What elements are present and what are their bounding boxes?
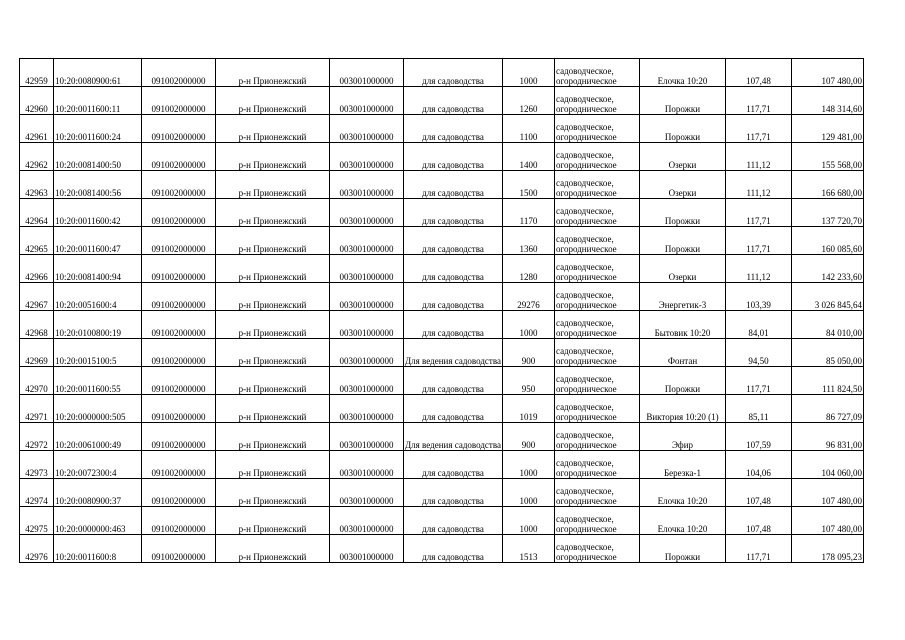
okato-code: 091002000000 <box>142 451 216 479</box>
area: 1019 <box>503 395 555 423</box>
district: р-н Прионежский <box>216 507 330 535</box>
area: 1000 <box>503 311 555 339</box>
land-category-code: 003001000000 <box>330 255 404 283</box>
cadastral-value: 107 480,00 <box>792 507 864 535</box>
association-name: Порожки <box>640 199 726 227</box>
land-category-code: 003001000000 <box>330 507 404 535</box>
cadastral-value: 142 233,60 <box>792 255 864 283</box>
land-use-group <box>555 339 640 367</box>
row-number: 42964 <box>20 199 54 227</box>
specific-value: 94,50 <box>726 339 792 367</box>
table-row <box>20 535 864 563</box>
row-number: 42968 <box>20 311 54 339</box>
okato-code: 091002000000 <box>142 143 216 171</box>
district: р-н Прионежский <box>216 87 330 115</box>
land-use-group-line-1: садоводческое, <box>556 514 614 524</box>
table-row <box>20 423 864 451</box>
land-use-group-line-2: огородническое <box>556 188 617 198</box>
row-number: 42962 <box>20 143 54 171</box>
permitted-use: для садоводства <box>404 451 503 479</box>
row-number: 42959 <box>20 59 54 87</box>
land-use-group-line-1: садоводческое, <box>556 94 614 104</box>
permitted-use: для садоводства <box>404 115 503 143</box>
table-row <box>20 507 864 535</box>
row-number: 42972 <box>20 423 54 451</box>
row-number: 42965 <box>20 227 54 255</box>
district: р-н Прионежский <box>216 171 330 199</box>
table-body <box>20 59 864 563</box>
association-name: Елочка 10:20 <box>640 507 726 535</box>
district: р-н Прионежский <box>216 311 330 339</box>
land-category-code: 003001000000 <box>330 367 404 395</box>
specific-value: 84,01 <box>726 311 792 339</box>
land-use-group <box>555 255 640 283</box>
table-row <box>20 311 864 339</box>
association-name: Эфир <box>640 423 726 451</box>
land-use-group <box>555 451 640 479</box>
cadastral-number: 10:20:0011600:47 <box>54 227 142 255</box>
permitted-use: для садоводства <box>404 535 503 563</box>
land-category-code: 003001000000 <box>330 199 404 227</box>
land-use-group-line-1: садоводческое, <box>556 458 614 468</box>
land-use-group <box>555 423 640 451</box>
okato-code: 091002000000 <box>142 283 216 311</box>
cadastral-number: 10:20:0061000:49 <box>54 423 142 451</box>
specific-value: 117,71 <box>726 115 792 143</box>
specific-value: 85,11 <box>726 395 792 423</box>
specific-value: 117,71 <box>726 87 792 115</box>
row-number: 42973 <box>20 451 54 479</box>
okato-code: 091002000000 <box>142 507 216 535</box>
permitted-use: для садоводства <box>404 199 503 227</box>
table-row <box>20 255 864 283</box>
area: 1400 <box>503 143 555 171</box>
row-number: 42961 <box>20 115 54 143</box>
area: 1260 <box>503 87 555 115</box>
land-use-group-line-2: огородническое <box>556 160 617 170</box>
table-row <box>20 451 864 479</box>
permitted-use: для садоводства <box>404 283 503 311</box>
area: 1280 <box>503 255 555 283</box>
land-use-group <box>555 227 640 255</box>
row-number: 42966 <box>20 255 54 283</box>
land-category-code: 003001000000 <box>330 283 404 311</box>
okato-code: 091002000000 <box>142 227 216 255</box>
association-name: Озерки <box>640 143 726 171</box>
association-name: Фонтан <box>640 339 726 367</box>
land-use-group-line-2: огородническое <box>556 524 617 534</box>
land-use-group-line-1: садоводческое, <box>556 290 614 300</box>
permitted-use: для садоводства <box>404 311 503 339</box>
permitted-use: для садоводства <box>404 59 503 87</box>
cadastral-number: 10:20:0072300:4 <box>54 451 142 479</box>
cadastral-value: 129 481,00 <box>792 115 864 143</box>
specific-value: 107,48 <box>726 507 792 535</box>
table-row <box>20 339 864 367</box>
association-name: Елочка 10:20 <box>640 59 726 87</box>
cadastral-value: 160 085,60 <box>792 227 864 255</box>
land-category-code: 003001000000 <box>330 339 404 367</box>
land-use-group-line-1: садоводческое, <box>556 122 614 132</box>
district: р-н Прионежский <box>216 227 330 255</box>
specific-value: 117,71 <box>726 367 792 395</box>
district: р-н Прионежский <box>216 367 330 395</box>
land-use-group <box>555 115 640 143</box>
association-name: Озерки <box>640 171 726 199</box>
cadastral-value: 96 831,00 <box>792 423 864 451</box>
association-name: Елочка 10:20 <box>640 479 726 507</box>
association-name: Озерки <box>640 255 726 283</box>
table-row <box>20 367 864 395</box>
land-use-group-line-1: садоводческое, <box>556 66 614 76</box>
area: 950 <box>503 367 555 395</box>
specific-value: 111,12 <box>726 255 792 283</box>
specific-value: 107,48 <box>726 479 792 507</box>
association-name: Энергетик-3 <box>640 283 726 311</box>
area: 1360 <box>503 227 555 255</box>
land-use-group <box>555 283 640 311</box>
permitted-use: для садоводства <box>404 171 503 199</box>
district: р-н Прионежский <box>216 339 330 367</box>
land-category-code: 003001000000 <box>330 395 404 423</box>
okato-code: 091002000000 <box>142 395 216 423</box>
permitted-use: Для ведения садоводства <box>404 423 503 451</box>
district: р-н Прионежский <box>216 199 330 227</box>
land-use-group-line-2: огородническое <box>556 216 617 226</box>
land-use-group <box>555 395 640 423</box>
cadastral-number: 10:20:0011600:24 <box>54 115 142 143</box>
cadastral-value: 155 568,00 <box>792 143 864 171</box>
district: р-н Прионежский <box>216 395 330 423</box>
district: р-н Прионежский <box>216 59 330 87</box>
permitted-use: для садоводства <box>404 227 503 255</box>
specific-value: 117,71 <box>726 535 792 563</box>
cadastral-number: 10:20:0000000:505 <box>54 395 142 423</box>
association-name: Березка-1 <box>640 451 726 479</box>
row-number: 42976 <box>20 535 54 563</box>
cadastral-value: 84 010,00 <box>792 311 864 339</box>
district: р-н Прионежский <box>216 115 330 143</box>
okato-code: 091002000000 <box>142 535 216 563</box>
land-category-code: 003001000000 <box>330 87 404 115</box>
okato-code: 091002000000 <box>142 367 216 395</box>
row-number: 42975 <box>20 507 54 535</box>
land-use-group-line-2: огородническое <box>556 412 617 422</box>
district: р-н Прионежский <box>216 535 330 563</box>
land-category-code: 003001000000 <box>330 451 404 479</box>
land-use-group <box>555 171 640 199</box>
table-row <box>20 59 864 87</box>
table-row <box>20 227 864 255</box>
row-number: 42969 <box>20 339 54 367</box>
okato-code: 091002000000 <box>142 59 216 87</box>
cadastral-value: 107 480,00 <box>792 479 864 507</box>
cadastral-value: 86 727,09 <box>792 395 864 423</box>
permitted-use: для садоводства <box>404 87 503 115</box>
land-use-group-line-1: садоводческое, <box>556 486 614 496</box>
specific-value: 117,71 <box>726 227 792 255</box>
cadastral-number: 10:20:0011600:11 <box>54 87 142 115</box>
permitted-use: для садоводства <box>404 507 503 535</box>
association-name: Порожки <box>640 535 726 563</box>
okato-code: 091002000000 <box>142 423 216 451</box>
cadastral-value: 137 720,70 <box>792 199 864 227</box>
okato-code: 091002000000 <box>142 199 216 227</box>
association-name: Порожки <box>640 227 726 255</box>
cadastral-number: 10:20:0000000:463 <box>54 507 142 535</box>
area: 1000 <box>503 59 555 87</box>
association-name: Порожки <box>640 115 726 143</box>
row-number: 42971 <box>20 395 54 423</box>
cadastral-number: 10:20:0011600:42 <box>54 199 142 227</box>
row-number: 42970 <box>20 367 54 395</box>
land-use-group-line-1: садоводческое, <box>556 318 614 328</box>
area: 1500 <box>503 171 555 199</box>
district: р-н Прионежский <box>216 255 330 283</box>
table-row <box>20 283 864 311</box>
land-use-group-line-1: садоводческое, <box>556 374 614 384</box>
cadastral-number: 10:20:0015100:5 <box>54 339 142 367</box>
area: 1000 <box>503 451 555 479</box>
land-use-group-line-2: огородническое <box>556 440 617 450</box>
area: 1000 <box>503 479 555 507</box>
row-number: 42974 <box>20 479 54 507</box>
permitted-use: Для ведения садоводства <box>404 339 503 367</box>
cadastral-value: 111 824,50 <box>792 367 864 395</box>
specific-value: 107,59 <box>726 423 792 451</box>
district: р-н Прионежский <box>216 451 330 479</box>
okato-code: 091002000000 <box>142 255 216 283</box>
land-use-group-line-2: огородническое <box>556 328 617 338</box>
land-use-group-line-1: садоводческое, <box>556 178 614 188</box>
land-use-group-line-2: огородническое <box>556 552 617 562</box>
cadastral-value: 107 480,00 <box>792 59 864 87</box>
okato-code: 091002000000 <box>142 87 216 115</box>
okato-code: 091002000000 <box>142 115 216 143</box>
district: р-н Прионежский <box>216 283 330 311</box>
cadastral-number: 10:20:0051600:4 <box>54 283 142 311</box>
land-use-group <box>555 87 640 115</box>
land-use-group <box>555 199 640 227</box>
table-row <box>20 87 864 115</box>
area: 1170 <box>503 199 555 227</box>
association-name: Порожки <box>640 87 726 115</box>
land-use-group-line-2: огородническое <box>556 356 617 366</box>
land-category-code: 003001000000 <box>330 423 404 451</box>
area: 1000 <box>503 507 555 535</box>
land-use-group <box>555 59 640 87</box>
land-use-group-line-2: огородническое <box>556 496 617 506</box>
land-use-group-line-2: огородническое <box>556 272 617 282</box>
area: 1513 <box>503 535 555 563</box>
land-use-group-line-2: огородническое <box>556 468 617 478</box>
land-use-group-line-1: садоводческое, <box>556 262 614 272</box>
land-use-group <box>555 479 640 507</box>
specific-value: 117,71 <box>726 199 792 227</box>
land-use-group-line-1: садоводческое, <box>556 234 614 244</box>
land-use-group-line-2: огородническое <box>556 384 617 394</box>
cadastral-value: 104 060,00 <box>792 451 864 479</box>
cadastral-number: 10:20:0081400:94 <box>54 255 142 283</box>
area: 900 <box>503 339 555 367</box>
cadastral-value: 3 026 845,64 <box>792 283 864 311</box>
cadastral-value: 178 095,23 <box>792 535 864 563</box>
permitted-use: для садоводства <box>404 395 503 423</box>
table-row <box>20 479 864 507</box>
land-use-group <box>555 143 640 171</box>
association-name: Порожки <box>640 367 726 395</box>
area: 29276 <box>503 283 555 311</box>
cadastral-value: 148 314,60 <box>792 87 864 115</box>
land-category-code: 003001000000 <box>330 143 404 171</box>
specific-value: 111,12 <box>726 143 792 171</box>
cadastral-number: 10:20:0100800:19 <box>54 311 142 339</box>
association-name: Бытовик 10:20 <box>640 311 726 339</box>
area: 900 <box>503 423 555 451</box>
specific-value: 111,12 <box>726 171 792 199</box>
land-category-code: 003001000000 <box>330 535 404 563</box>
table-row <box>20 199 864 227</box>
district: р-н Прионежский <box>216 479 330 507</box>
row-number: 42960 <box>20 87 54 115</box>
specific-value: 104,06 <box>726 451 792 479</box>
land-use-group <box>555 367 640 395</box>
okato-code: 091002000000 <box>142 311 216 339</box>
land-use-group-line-1: садоводческое, <box>556 542 614 552</box>
land-use-group <box>555 311 640 339</box>
land-use-group-line-1: садоводческое, <box>556 346 614 356</box>
land-use-group-line-2: огородническое <box>556 76 617 86</box>
land-use-group-line-1: садоводческое, <box>556 402 614 412</box>
land-use-group <box>555 535 640 563</box>
permitted-use: для садоводства <box>404 479 503 507</box>
okato-code: 091002000000 <box>142 479 216 507</box>
land-use-group <box>555 507 640 535</box>
land-use-group-line-2: огородническое <box>556 104 617 114</box>
cadastral-value: 85 050,00 <box>792 339 864 367</box>
table-row <box>20 395 864 423</box>
permitted-use: для садоводства <box>404 367 503 395</box>
table-row <box>20 115 864 143</box>
land-category-code: 003001000000 <box>330 479 404 507</box>
land-use-group-line-1: садоводческое, <box>556 206 614 216</box>
association-name: Виктория 10:20 (1) <box>640 395 726 423</box>
land-use-group-line-2: огородническое <box>556 132 617 142</box>
land-use-group-line-2: огородническое <box>556 244 617 254</box>
cadastral-number: 10:20:0011600:8 <box>54 535 142 563</box>
cadastral-number: 10:20:0081400:56 <box>54 171 142 199</box>
table-row <box>20 143 864 171</box>
okato-code: 091002000000 <box>142 339 216 367</box>
district: р-н Прионежский <box>216 423 330 451</box>
land-category-code: 003001000000 <box>330 115 404 143</box>
area: 1100 <box>503 115 555 143</box>
okato-code: 091002000000 <box>142 171 216 199</box>
land-use-group-line-1: садоводческое, <box>556 150 614 160</box>
land-category-code: 003001000000 <box>330 227 404 255</box>
district: р-н Прионежский <box>216 143 330 171</box>
land-use-group-line-2: огородническое <box>556 300 617 310</box>
permitted-use: для садоводства <box>404 143 503 171</box>
cadastral-number: 10:20:0081400:50 <box>54 143 142 171</box>
land-use-group-line-1: садоводческое, <box>556 430 614 440</box>
cadastral-value-table <box>19 58 864 563</box>
land-category-code: 003001000000 <box>330 311 404 339</box>
permitted-use: для садоводства <box>404 255 503 283</box>
land-category-code: 003001000000 <box>330 59 404 87</box>
cadastral-number: 10:20:0080900:37 <box>54 479 142 507</box>
row-number: 42963 <box>20 171 54 199</box>
table-row <box>20 171 864 199</box>
cadastral-number: 10:20:0011600:55 <box>54 367 142 395</box>
cadastral-number: 10:20:0080900:61 <box>54 59 142 87</box>
row-number: 42967 <box>20 283 54 311</box>
cadastral-value: 166 680,00 <box>792 171 864 199</box>
land-category-code: 003001000000 <box>330 171 404 199</box>
specific-value: 103,39 <box>726 283 792 311</box>
specific-value: 107,48 <box>726 59 792 87</box>
